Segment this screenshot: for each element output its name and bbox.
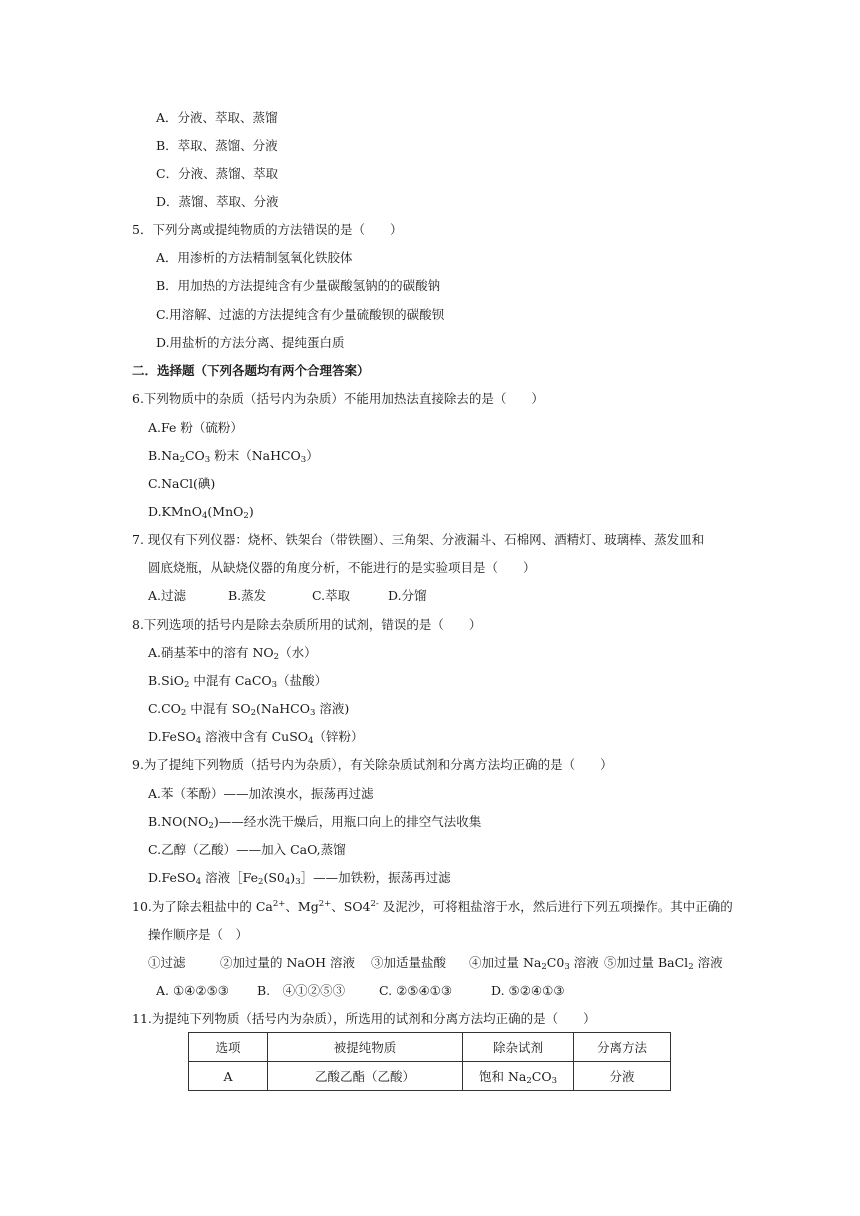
table-header: 选项 (189, 1033, 268, 1062)
q8-option-b: B.SiO$_2$ 中混有 CaCO$_3$（盐酸） (148, 673, 328, 690)
q10-op-3: ③加适量盐酸 (371, 955, 447, 970)
table-header-row (189, 1033, 671, 1062)
q10-option-a: A. ①④②⑤③ (156, 983, 230, 998)
q4-option-b: B．萃取、蒸馏、分液 (156, 138, 278, 153)
q10-stem-line1: 10.为了除去粗盐中的 $Ca^{2+}$、$Mg^{2+}$、$SO4^{2-}$ 及泥沙，可将粗盐溶于水，然后进行下列五项操作。其中正确的 (132, 899, 733, 914)
q11-table (188, 1032, 671, 1091)
table-header: 除杂试剂 (463, 1033, 574, 1062)
q7-option-b: B.蒸发 (228, 588, 267, 603)
q11-stem: 11.为提纯下列物质（括号内为杂质），所选用的试剂和分离方法均正确的是（ ） (132, 1011, 596, 1026)
table-cell: 乙酸乙酯（乙酸） (268, 1062, 463, 1091)
table-cell: 饱和 $Na_2CO_3$ (463, 1062, 574, 1091)
q6-stem: 6.下列物质中的杂质（括号内为杂质）不能用加热法直接除去的是（ ） (132, 391, 544, 406)
table-row (189, 1062, 671, 1091)
q4-option-c: C．分液、蒸馏、萃取 (156, 166, 279, 181)
q7-option-c: C.萃取 (312, 588, 351, 603)
q5-option-d: D.用盐析的方法分离、提纯蛋白质 (156, 335, 345, 350)
table-cell: A (189, 1062, 268, 1091)
q8-stem: 8.下列选项的括号内是除去杂质所用的试剂，错误的是（ ） (132, 617, 482, 632)
q10-option-b: B. ④①②⑤③ (257, 983, 346, 998)
q5-option-c: C.用溶解、过滤的方法提纯含有少量硫酸钡的碳酸钡 (156, 307, 445, 322)
table-header: 分离方法 (574, 1033, 671, 1062)
q7-option-d: D.分馏 (388, 588, 427, 603)
q8-option-c: $C.CO_2$ 中混有 $SO_2(NaHCO_3$ 溶液) (148, 701, 350, 718)
table-cell: 分液 (574, 1062, 671, 1091)
q6-option-d: D.KMnO$_4$(MnO$_2$) (148, 504, 254, 521)
q9-stem: 9.为了提纯下列物质（括号内为杂质），有关除杂质试剂和分离方法均正确的是（ ） (132, 757, 613, 772)
q7-options (148, 588, 427, 604)
q7-option-a: A.过滤 (148, 588, 187, 603)
q10-op-4: ④加过量 $Na_2C0_3$ 溶液 (469, 955, 599, 972)
q9-option-a: A.苯（苯酚）——加浓溴水，振荡再过滤 (148, 786, 374, 801)
q7-stem-line2: 圆底烧瓶，从缺烧仪器的角度分析，不能进行的是实验项目是（ ） (148, 560, 536, 575)
q5-stem: 5．下列分离或提纯物质的方法错误的是（ ） (132, 222, 403, 237)
q10-option-d: D. ⑤②④①③ (491, 983, 565, 998)
section-heading: 二．选择题（下列各题均有两个合理答案） (132, 363, 370, 378)
q6-option-b: $B.Na_2CO_3$ 粉末（NaHCO$_3$） (148, 448, 319, 465)
q10-operations (148, 955, 723, 971)
q10-op-2: ②加过量的 NaOH 溶液 (220, 955, 355, 970)
q5-option-b: B．用加热的方法提纯含有少量碳酸氢钠的的碳酸钠 (156, 278, 441, 293)
q10-options (156, 983, 565, 999)
table-header: 被提纯物质 (268, 1033, 463, 1062)
q7-stem-line1: 7. 现仅有下列仪器：烧杯、铁架台（带铁圈）、三角架、分液漏斗、石棉网、酒精灯、玻璃棒、蒸发皿和 (132, 532, 705, 547)
q6-option-c: C.NaCl(碘) (148, 476, 216, 491)
q8-option-d: D.FeSO$_4$ 溶液中含有 CuSO$_4$（锌粉） (148, 729, 364, 746)
q9-option-b: $B.NO(NO_2)——$经水洗干燥后，用瓶口向上的排空气法收集 (148, 814, 482, 831)
q10-op-1: ①过滤 (148, 955, 186, 970)
q9-option-c: C.乙醇（乙酸）——加入 CaO,蒸馏 (148, 842, 346, 857)
q8-option-a: A.硝基苯中的溶有 $NO_2$（水） (148, 645, 317, 662)
q5-option-a: A．用渗析的方法精制氢氧化铁胶体 (156, 250, 353, 265)
q4-option-a: A．分液、萃取、蒸馏 (156, 110, 278, 125)
q10-op-5: ⑤加过量 BaCl$_2$ 溶液 (604, 955, 723, 972)
q10-stem-line2: 操作顺序是（ ） (148, 927, 249, 942)
q9-option-d: D.FeSO$_4$ 溶液$[Fe_2(S0_4)_3]——$加铁粉，振荡再过滤 (148, 870, 451, 887)
q10-option-c: C. ②⑤④①③ (379, 983, 453, 998)
q6-option-a: A.Fe 粉（硫粉） (148, 420, 243, 435)
q4-option-d: D．蒸馏、萃取、分液 (156, 194, 279, 209)
